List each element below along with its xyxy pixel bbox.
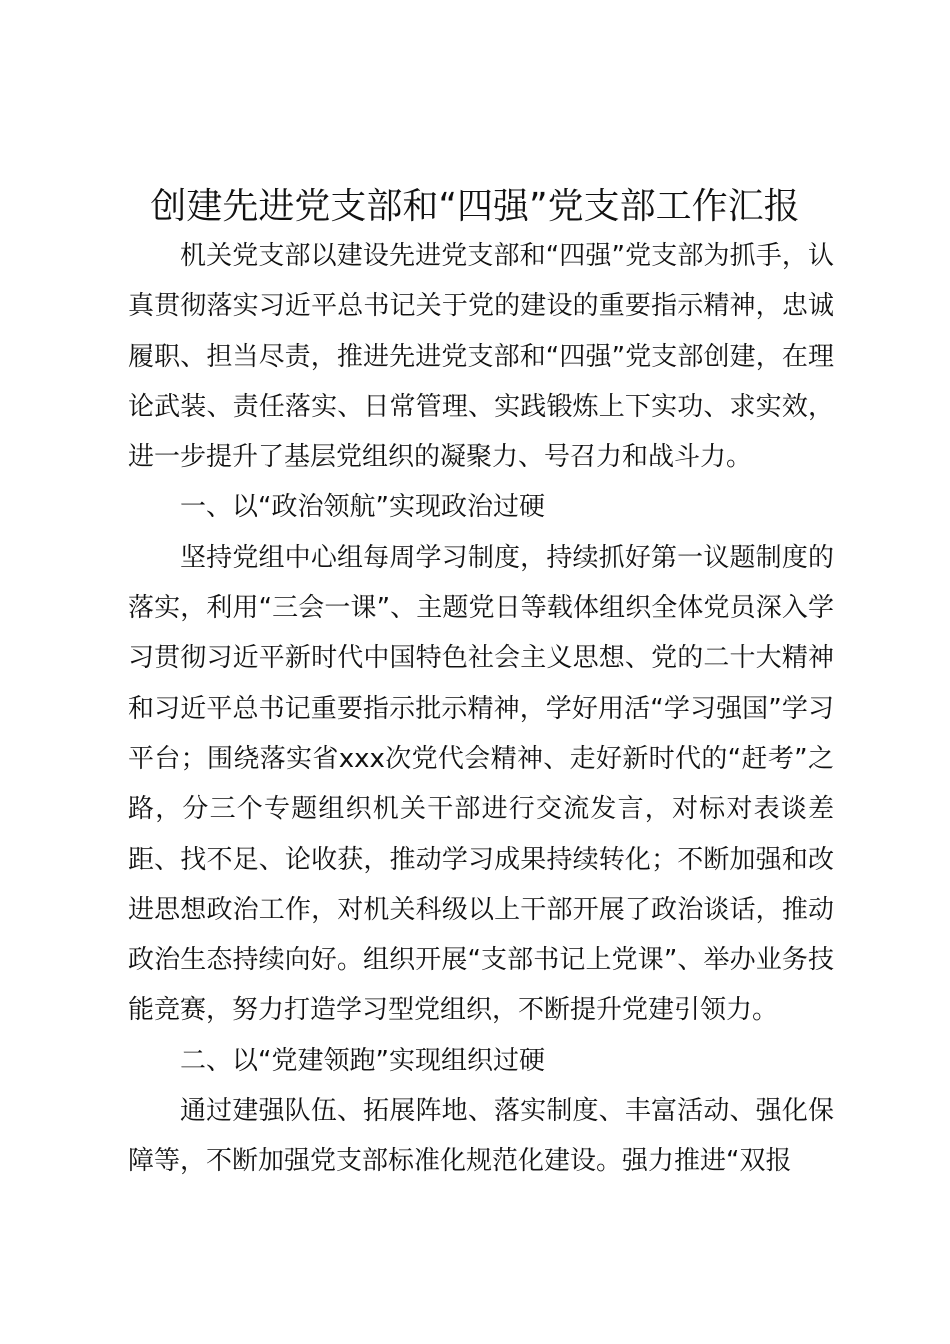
section-1-heading: 一、以“政治领航”实现政治过硬: [180, 492, 545, 523]
document-title: 创建先进党支部和“四强”党支部工作汇报: [150, 186, 800, 227]
document-body: [128, 231, 834, 1187]
section-2-paragraph: 通过建强队伍、拓展阵地、落实制度、丰富活动、强化保障等，不断加强党支部标准化规范化建设。强力推进“双报: [128, 1096, 834, 1177]
section-2-heading: 二、以“党建领跑”实现组织过硬: [180, 1045, 545, 1076]
intro-paragraph: 机关党支部以建设先进党支部和“四强”党支部为抓手，认真贯彻落实习近平总书记关于党的建设的重要指示精神，忠诚履职、担当尽责，推进先进党支部和“四强”党支部创建，在理论武装、责任落实、日常管理、实践锻炼上下实功、求实效，进一步提升了基层党组织的凝聚力、号召力和战斗力。: [128, 241, 834, 473]
section-1-paragraph: 坚持党组中心组每周学习制度，持续抓好第一议题制度的落实，利用“三会一课”、主题党日等载体组织全体党员深入学习贯彻习近平新时代中国特色社会主义思想、党的二十大精神和习近平总书记重要指示批示精神，学好用活“学习强国”学习平台；围绕落实省xxx次党代会精神、走好新时代的“赶考”之路，分三个专题组织机关干部进行交流发言，对标对表谈差距、找不足、论收获，推动学习成果持续转化；不断加强和改进思想政治工作，对机关科级以上干部开展了政治谈话，推动政治生态持续向好。组织开展“支部书记上党课”、举办业务技能竞赛，努力打造学习型党组织，不断提升党建引领力。: [128, 542, 834, 1026]
